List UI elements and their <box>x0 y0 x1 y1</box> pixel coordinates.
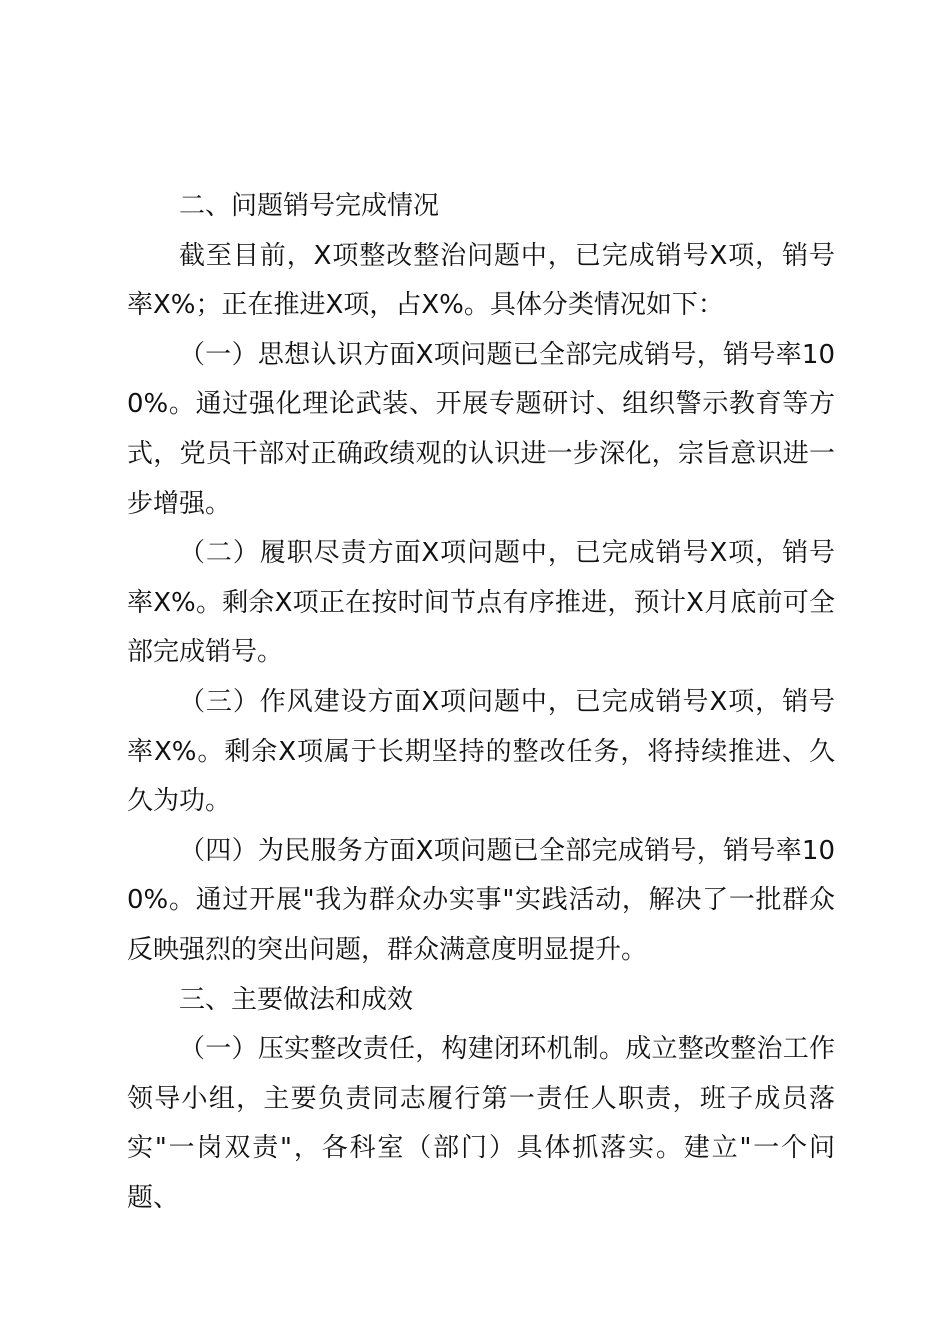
category-paragraph-3: （三）作风建设方面X项问题中，已完成销号X项，销号率X%。剩余X项属于长期坚持的整改任务，将持续推进、久久为功。 <box>127 686 835 817</box>
section-heading-3: 三、主要做法和成效 <box>179 984 414 1015</box>
practice-paragraph-1: （一）压实整改责任，构建闭环机制。成立整改整治工作领导小组，主要负责同志履行第一责任人职责，班子成员落实"一岗双责"，各科室（部门）具体抓落实。建立"一个问题、 <box>127 1034 835 1213</box>
category-paragraph-4: （四）为民服务方面X项问题已全部完成销号，销号率100%。通过开展"我为群众办实事"实践活动，解决了一批群众反映强烈的突出问题，群众满意度明显提升。 <box>127 835 835 965</box>
category-paragraph-2: （二）履职尽责方面X项问题中，已完成销号X项，销号率X%。剩余X项正在按时间节点有序推进，预计X月底前可全部完成销号。 <box>127 538 835 668</box>
summary-paragraph: 截至目前，X项整改整治问题中，已完成销号X项，销号率X%；正在推进X项，占X%。具体分类情况如下： <box>127 240 835 321</box>
document-page <box>127 182 835 1223</box>
section-heading-2: 二、问题销号完成情况 <box>179 191 440 221</box>
category-paragraph-1: （一）思想认识方面X项问题已全部完成销号，销号率100%。通过强化理论武装、开展专题研讨、组织警示教育等方式，党员干部对正确政绩观的认识进一步深化，宗旨意识进一步增强。 <box>127 339 835 519</box>
